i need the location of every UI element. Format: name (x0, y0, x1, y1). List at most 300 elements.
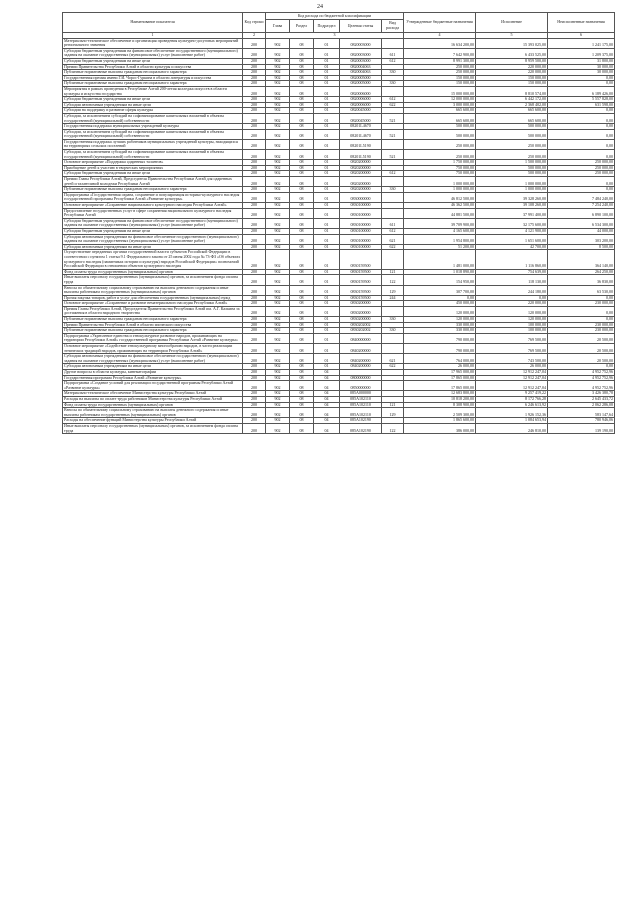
row-subsection: 01 (314, 333, 340, 343)
row-line-code: 200 (243, 102, 266, 108)
row-unexecuted: 250 000,00 (548, 171, 615, 177)
row-chapter: 902 (266, 295, 290, 301)
table-row (63, 48, 615, 58)
row-line-code: 200 (243, 177, 266, 187)
row-subsection: 01 (314, 177, 340, 187)
row-approved: 12 000 000,00 (404, 97, 476, 103)
row-unexecuted: 6 890 100,00 (548, 208, 615, 218)
row-unexecuted: 631 598,00 (548, 102, 615, 108)
table-row (63, 113, 615, 123)
row-chapter: 902 (266, 301, 290, 307)
row-target-article: 085A102110 (340, 408, 382, 418)
row-approved: 750 000,00 (404, 171, 476, 177)
row-name: Публичные нормативные выплаты гражданам несоциального характера (63, 328, 243, 334)
table-row (63, 285, 615, 295)
row-name: Прочая закупка товаров, работ и услуг для обеспечения государственных (муниципальных) нужд (63, 295, 243, 301)
row-line-code: 200 (243, 306, 266, 316)
table-row (63, 423, 615, 433)
header-approved: Утвержденные бюджетные назначения (404, 13, 476, 33)
row-subsection: 01 (314, 160, 340, 166)
row-unexecuted: 0,00 (548, 139, 615, 149)
row-name: Субсидии автономным учреждениям на финансовое обеспечение государственного (муниципального) задания на оказание государственных (муниципальных) услуг (выполнение работ) (63, 354, 243, 364)
row-target-article: 08201L4670 (340, 129, 382, 139)
row-chapter: 902 (266, 150, 290, 160)
row-executed: 12 912 247,04 (476, 381, 548, 391)
row-line-code: 200 (243, 402, 266, 408)
row-name: Основное мероприятие «Сохранение национального культурного наследия Республики Алтай» (63, 203, 243, 209)
row-name: Государственная поддержка лучших работников муниципальных учреждений культуры, находящихся на территориях сельских поселений (63, 139, 243, 149)
row-name: Публичные нормативные выплаты гражданам несоциального характера (63, 81, 243, 87)
row-section: 08 (290, 364, 314, 370)
row-section: 08 (290, 333, 314, 343)
row-name: Предоставление государственных услуг в сфере сохранения национального культурного наследия Республики Алтай (63, 208, 243, 218)
row-executed: 1 000 000,00 (476, 187, 548, 193)
row-approved: 250 000,00 (404, 64, 476, 70)
row-section: 08 (290, 381, 314, 391)
row-line-code: 200 (243, 285, 266, 295)
table-row (63, 234, 615, 244)
row-subsection: 01 (314, 97, 340, 103)
row-name: Основное мероприятие «Сохранение и развитие нематериального наследия Республики Алтай» (63, 301, 243, 307)
row-subsection: 01 (314, 218, 340, 228)
row-subsection: 01 (314, 108, 340, 114)
row-approved: 1 481 000,00 (404, 250, 476, 269)
row-name: Публичные нормативные выплаты гражданам несоциального характера (63, 187, 243, 193)
row-executed: 100 000,00 (476, 322, 548, 328)
row-section: 08 (290, 48, 314, 58)
row-expense-type: 521 (382, 129, 404, 139)
row-unexecuted: 0,00 (548, 81, 615, 87)
row-target-article: 0840000000 (340, 333, 382, 343)
column-number: 2 (243, 33, 266, 39)
row-chapter: 902 (266, 108, 290, 114)
table-row (63, 333, 615, 343)
row-target-article: 0830200000 (340, 306, 382, 316)
row-section: 08 (290, 139, 314, 149)
row-subsection: 01 (314, 275, 340, 285)
row-unexecuted: 0,00 (548, 306, 615, 316)
row-name: Премия Главы Республики Алтай, Председателя Правительства Республики Алтай им. А.Г. Калкина за достижения в области народного творчества (63, 306, 243, 316)
row-expense-type (382, 306, 404, 316)
row-section: 08 (290, 218, 314, 228)
row-chapter: 902 (266, 269, 290, 275)
row-section: 08 (290, 86, 314, 96)
row-executed: 0,00 (476, 295, 548, 301)
table-row (63, 177, 615, 187)
row-unexecuted: 4 952 752,96 (548, 381, 615, 391)
row-approved: 10 818 200,00 (404, 396, 476, 402)
row-name: Премии Правительства Республики Алтай в области культуры и искусства (63, 64, 243, 70)
row-subsection: 01 (314, 171, 340, 177)
header-line-code: Код строки (243, 13, 266, 33)
row-unexecuted: 230 000,00 (548, 322, 615, 328)
row-line-code: 200 (243, 70, 266, 76)
row-approved: 665 600,00 (404, 108, 476, 114)
row-unexecuted: 364 140,00 (548, 250, 615, 269)
table-row (63, 354, 615, 364)
row-line-code: 200 (243, 322, 266, 328)
row-executed: 1 000 000,00 (476, 177, 548, 187)
header-chapter: Глава (266, 20, 290, 33)
row-approved: 1 000 000,00 (404, 187, 476, 193)
row-name: Публичные нормативные выплаты гражданам несоциального характера (63, 70, 243, 76)
row-line-code: 200 (243, 228, 266, 234)
row-subsection: 01 (314, 38, 340, 48)
row-chapter: 902 (266, 48, 290, 58)
row-target-article: 0840200000 (340, 344, 382, 354)
row-chapter: 902 (266, 402, 290, 408)
row-unexecuted: 30 000,00 (548, 64, 615, 70)
row-subsection: 01 (314, 75, 340, 81)
row-executed: 39 108 260,00 (476, 203, 548, 209)
row-executed: 665 600,00 (476, 113, 548, 123)
row-subsection: 01 (314, 285, 340, 295)
row-subsection: 04 (314, 396, 340, 402)
row-name: Субсидии, за исключением субсидий на софинансирование капитальных вложений в объекты государственной (муниципальной) собственности (63, 113, 243, 123)
row-name: Основное мероприятие «Поддержка одаренных талантов» (63, 160, 243, 166)
row-section: 08 (290, 328, 314, 334)
row-expense-type: 622 (382, 364, 404, 370)
row-section: 08 (290, 75, 314, 81)
row-executed: 150 000,00 (476, 75, 548, 81)
row-expense-type: 622 (382, 102, 404, 108)
row-subsection: 01 (314, 129, 340, 139)
row-section: 08 (290, 269, 314, 275)
row-chapter: 902 (266, 171, 290, 177)
row-approved: 250 000,00 (404, 150, 476, 160)
row-subsection: 01 (314, 317, 340, 323)
row-name: Другие вопросы в области культуры, кинематографии (63, 370, 243, 376)
row-chapter: 902 (266, 129, 290, 139)
row-approved: 1 018 890,00 (404, 269, 476, 275)
row-target-article: 0830100000 (340, 228, 382, 234)
row-name: Иные выплаты персоналу государственных (муниципальных) органов, за исключением фонда оплаты труда (63, 275, 243, 285)
table-row (63, 218, 615, 228)
row-unexecuted: 1 209 375,00 (548, 48, 615, 58)
row-unexecuted: 250 000,00 (548, 165, 615, 171)
row-section: 08 (290, 177, 314, 187)
row-target-article: 085A102110 (340, 402, 382, 408)
row-target-article: 0820200000 (340, 171, 382, 177)
row-chapter: 902 (266, 375, 290, 381)
row-section: 08 (290, 295, 314, 301)
row-executed: 500 000,00 (476, 124, 548, 130)
row-line-code: 200 (243, 124, 266, 130)
table-row (63, 86, 615, 96)
row-target-article: 0820200000 (340, 177, 382, 187)
row-chapter: 902 (266, 81, 290, 87)
row-chapter: 902 (266, 364, 290, 370)
row-line-code: 200 (243, 408, 266, 418)
row-line-code: 200 (243, 64, 266, 70)
row-chapter: 902 (266, 187, 290, 193)
row-target-article: 08201L4670 (340, 124, 382, 130)
row-expense-type: 521 (382, 113, 404, 123)
row-executed: 1 084 653,94 (476, 418, 548, 424)
row-chapter: 902 (266, 113, 290, 123)
row-executed: 100 000,00 (476, 328, 548, 334)
row-subsection: 01 (314, 244, 340, 250)
row-line-code: 200 (243, 38, 266, 48)
row-subsection: 04 (314, 375, 340, 381)
row-expense-type: 244 (382, 295, 404, 301)
row-unexecuted: 0,00 (548, 317, 615, 323)
row-chapter: 902 (266, 344, 290, 354)
row-subsection: 01 (314, 165, 340, 171)
row-approved: 46 362 500,00 (404, 203, 476, 209)
page-number: 24 (317, 4, 323, 10)
row-unexecuted: 63 530,00 (548, 285, 615, 295)
row-chapter: 902 (266, 75, 290, 81)
row-subsection: 01 (314, 187, 340, 193)
row-line-code: 200 (243, 370, 266, 376)
row-approved: 15 000 000,00 (404, 86, 476, 96)
row-subsection: 01 (314, 295, 340, 301)
row-name: Субсидии бюджетным учреждениям на финансовое обеспечение государственного (муниципального) задания на оказание государственных (муниципальных) услуг (выполнение работ) (63, 218, 243, 228)
row-chapter: 902 (266, 244, 290, 250)
column-number: 4 (404, 33, 476, 39)
row-line-code: 200 (243, 75, 266, 81)
row-unexecuted: 7 484 240,00 (548, 192, 615, 202)
row-name: Субсидии автономным учреждениям на иные цели (63, 102, 243, 108)
header-name: Наименование показателя (63, 13, 243, 33)
row-expense-type (382, 250, 404, 269)
row-target-article: 0820006000 (340, 86, 382, 96)
row-target-article: 0820045000 (340, 108, 382, 114)
row-executed: 220 000,00 (476, 301, 548, 307)
row-subsection: 04 (314, 370, 340, 376)
row-executed: 8 959 500,00 (476, 58, 548, 64)
row-target-article: 0820200000 (340, 187, 382, 193)
row-expense-type: 521 (382, 150, 404, 160)
row-section: 08 (290, 129, 314, 139)
row-chapter: 902 (266, 391, 290, 397)
row-unexecuted: 30 000,00 (548, 70, 615, 76)
row-subsection: 01 (314, 102, 340, 108)
header-subsection: Подраздел (314, 20, 340, 33)
row-expense-type: 612 (382, 58, 404, 64)
row-line-code: 200 (243, 187, 266, 193)
row-section: 08 (290, 97, 314, 103)
row-target-article: 0830159500 (340, 269, 382, 275)
row-expense-type: 621 (382, 354, 404, 364)
row-approved: 8 991 300,00 (404, 58, 476, 64)
row-subsection: 01 (314, 269, 340, 275)
row-target-article: 0850000000 (340, 381, 382, 391)
row-approved: 51 200,00 (404, 244, 476, 250)
row-subsection: 01 (314, 113, 340, 123)
row-line-code: 200 (243, 250, 266, 269)
row-subsection: 01 (314, 364, 340, 370)
row-line-code: 200 (243, 218, 266, 228)
row-unexecuted: 6 534 300,00 (548, 218, 615, 228)
row-executed: 500 000,00 (476, 165, 548, 171)
row-executed: 769 500,00 (476, 344, 548, 354)
row-chapter: 902 (266, 408, 290, 418)
row-target-article: 0820005000 (340, 75, 382, 81)
row-subsection: 01 (314, 58, 340, 64)
row-subsection: 01 (314, 64, 340, 70)
row-target-article: 0820006000 (340, 97, 382, 103)
row-approved: 250 000,00 (404, 139, 476, 149)
row-section: 08 (290, 375, 314, 381)
row-approved: 307 700,00 (404, 285, 476, 295)
row-subsection: 01 (314, 250, 340, 269)
row-name: Государственная поддержка муниципальных учреждений культуры (63, 124, 243, 130)
row-section: 08 (290, 208, 314, 218)
row-chapter: 902 (266, 177, 290, 187)
table-row (63, 381, 615, 391)
table-row (63, 344, 615, 354)
row-target-article: 0830159500 (340, 250, 382, 269)
table-row (63, 408, 615, 418)
budget-execution-table (62, 12, 615, 434)
row-line-code: 200 (243, 269, 266, 275)
row-target-article: 08201L5190 (340, 150, 382, 160)
row-subsection: 01 (314, 306, 340, 316)
row-approved: 46 812 500,00 (404, 192, 476, 202)
row-line-code: 200 (243, 295, 266, 301)
table-row (63, 192, 615, 202)
row-approved: 7 642 900,00 (404, 48, 476, 58)
row-chapter: 902 (266, 165, 290, 171)
row-line-code: 200 (243, 160, 266, 166)
row-name: Субсидии на поддержку и развитие сферы культуры (63, 108, 243, 114)
row-line-code: 200 (243, 165, 266, 171)
header-target-article: Целевая статья (340, 20, 382, 33)
row-approved: 16 634 200,00 (404, 38, 476, 48)
table-row (63, 250, 615, 269)
row-approved: 150 000,00 (404, 81, 476, 87)
row-line-code: 200 (243, 333, 266, 343)
row-name: Государственная программа Республики Алтай «Развитие культуры» (63, 375, 243, 381)
row-target-article: 0830159500 (340, 285, 382, 295)
table-row (63, 275, 615, 285)
row-executed: 6 246 613,92 (476, 402, 548, 408)
row-line-code: 200 (243, 208, 266, 218)
table-row (63, 129, 615, 139)
row-section: 08 (290, 396, 314, 402)
row-expense-type: 330 (382, 187, 404, 193)
row-target-article: 0800000000 (340, 375, 382, 381)
row-unexecuted: 230 000,00 (548, 301, 615, 307)
row-approved: 330 000,00 (404, 328, 476, 334)
row-target-article: 0830159500 (340, 295, 382, 301)
row-line-code: 200 (243, 139, 266, 149)
row-section: 08 (290, 124, 314, 130)
row-line-code: 200 (243, 58, 266, 64)
row-target-article: 0820005000 (340, 81, 382, 87)
header-executed: Исполнение (476, 13, 548, 33)
row-executed: 500 000,00 (476, 171, 548, 177)
row-name: Субсидии бюджетным учреждениям на иные цели (63, 58, 243, 64)
row-section: 08 (290, 113, 314, 123)
row-executed: 26 000,00 (476, 364, 548, 370)
row-line-code: 200 (243, 328, 266, 334)
row-section: 08 (290, 344, 314, 354)
row-section: 08 (290, 322, 314, 328)
row-target-article: 0820003000 (340, 38, 382, 48)
row-section: 08 (290, 171, 314, 177)
column-number: 3 (266, 33, 404, 39)
row-approved: 17 865 000,00 (404, 375, 476, 381)
row-chapter: 902 (266, 208, 290, 218)
row-name: Взносы по обязательному социальному страхованию на выплаты денежного содержания и иные выплаты работникам государственных (муниципальных) органов (63, 285, 243, 295)
row-expense-type (382, 333, 404, 343)
table-row (63, 38, 615, 48)
row-executed: 37 991 400,00 (476, 208, 548, 218)
row-name: Основное мероприятие «Содействие этнокультурному многообразию народов, в части реализации этнических традиций народов, проживающих на территории Республики Алтай» (63, 344, 243, 354)
row-unexecuted: 139 190,00 (548, 423, 615, 433)
row-name: Взносы по обязательному социальному страхованию на выплаты денежного содержания и иные выплаты работникам государственных (муниципальных) органов (63, 408, 243, 418)
row-line-code: 200 (243, 48, 266, 58)
row-approved: 39 709 900,00 (404, 218, 476, 228)
row-line-code: 200 (243, 354, 266, 364)
row-chapter: 902 (266, 285, 290, 295)
row-section: 08 (290, 317, 314, 323)
row-section: 08 (290, 81, 314, 87)
row-unexecuted: 0,00 (548, 129, 615, 139)
row-executed: 120 000,00 (476, 306, 548, 316)
row-line-code: 200 (243, 344, 266, 354)
row-approved: 8 308 900,00 (404, 402, 476, 408)
row-subsection: 01 (314, 203, 340, 209)
row-line-code: 200 (243, 171, 266, 177)
row-unexecuted: 20 500,00 (548, 344, 615, 354)
row-chapter: 902 (266, 64, 290, 70)
row-executed: 42 700,00 (476, 244, 548, 250)
row-executed: 220 000,00 (476, 70, 548, 76)
row-approved: 500 000,00 (404, 124, 476, 130)
row-unexecuted: 2 645 433,72 (548, 396, 615, 402)
row-line-code: 200 (243, 396, 266, 402)
row-subsection: 01 (314, 86, 340, 96)
row-executed: 769 500,00 (476, 333, 548, 343)
row-target-article: 0820003000 (340, 58, 382, 64)
row-section: 08 (290, 108, 314, 114)
row-expense-type: 330 (382, 81, 404, 87)
row-line-code: 200 (243, 381, 266, 391)
row-name: Премии Главы Республики Алтай, Председателя Правительства Республики Алтай для одаренных детей и талантливой молодежи Республики Алтай (63, 177, 243, 187)
row-name: Премии Правительства Республики Алтай в области эпического искусства (63, 322, 243, 328)
row-line-code: 200 (243, 203, 266, 209)
table-row (63, 139, 615, 149)
row-target-article: 0830100000 (340, 234, 382, 244)
row-target-article: 0830100000 (340, 218, 382, 228)
row-chapter: 902 (266, 370, 290, 376)
row-subsection: 01 (314, 301, 340, 307)
row-section: 08 (290, 203, 314, 209)
row-section: 08 (290, 275, 314, 285)
row-chapter: 902 (266, 322, 290, 328)
row-line-code: 200 (243, 81, 266, 87)
row-executed: 1 926 152,36 (476, 408, 548, 418)
row-expense-type: 122 (382, 275, 404, 285)
row-unexecuted: 31 800,00 (548, 58, 615, 64)
row-subsection: 04 (314, 381, 340, 391)
row-unexecuted: 20 500,00 (548, 354, 615, 364)
row-expense-type (382, 208, 404, 218)
row-name: Мероприятия в рамках проведения в Республике Алтай 200-летия колледжа искусств в области культуры и искусства государства (63, 86, 243, 96)
row-executed: 500 000,00 (476, 129, 548, 139)
row-unexecuted: 0,00 (548, 75, 615, 81)
row-approved: 44 881 500,00 (404, 208, 476, 218)
row-target-article: 085A102110 (340, 396, 382, 402)
row-executed: 15 393 025,00 (476, 38, 548, 48)
row-subsection: 01 (314, 354, 340, 364)
row-expense-type: 621 (382, 234, 404, 244)
row-subsection: 01 (314, 234, 340, 244)
